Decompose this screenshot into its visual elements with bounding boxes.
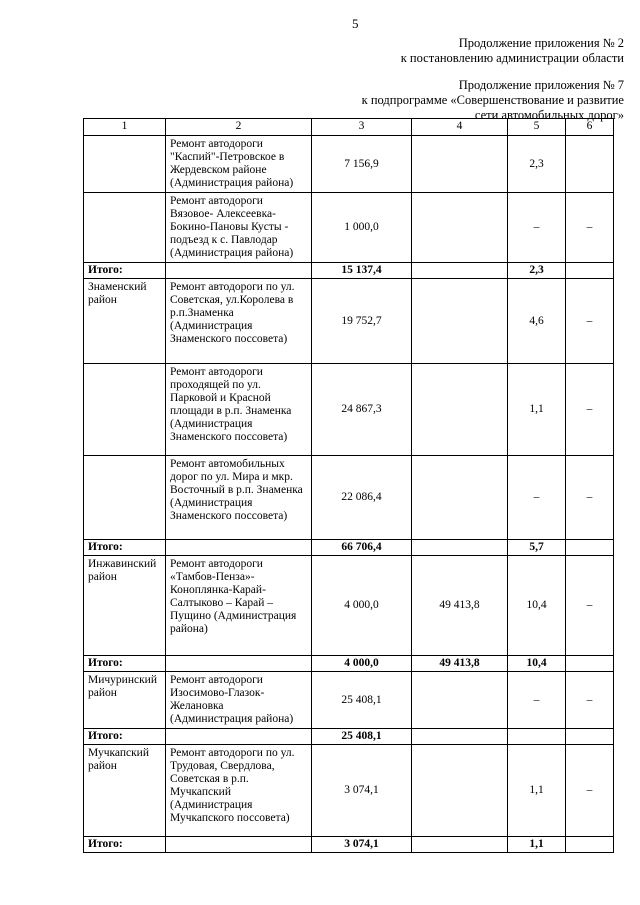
work-description-cell: Ремонт автодороги проходящей по ул. Парковой и Красной площади в р.п. Знаменка (Администрация Знаменского поссовета) bbox=[166, 364, 312, 456]
total-label: Итого: bbox=[84, 540, 166, 556]
amount-cell: 22 086,4 bbox=[312, 456, 412, 540]
length-cell: 10,4 bbox=[508, 656, 566, 672]
amount-cell: 66 706,4 bbox=[312, 540, 412, 556]
appendix-header-7 bbox=[362, 78, 624, 123]
road-repair-table bbox=[83, 118, 614, 853]
length-cell: 1,1 bbox=[508, 837, 566, 853]
empty-cell bbox=[166, 837, 312, 853]
length-cell: 10,4 bbox=[508, 556, 566, 656]
amount-cell: 3 074,1 bbox=[312, 745, 412, 837]
amount-cell: 7 156,9 bbox=[312, 136, 412, 193]
amount-cell bbox=[412, 136, 508, 193]
column-header: 4 bbox=[412, 119, 508, 136]
district-cell: Инжавинский район bbox=[84, 556, 166, 656]
empty-cell bbox=[566, 540, 614, 556]
empty-cell bbox=[166, 656, 312, 672]
work-description-cell: Ремонт автодороги «Тамбов-Пенза»-Коноплянка-Карай-Салтыково – Карай – Пущино (Администрация района) bbox=[166, 556, 312, 656]
district-cell bbox=[84, 193, 166, 263]
table-row bbox=[84, 556, 614, 656]
dash-cell: – bbox=[566, 556, 614, 656]
dash-cell: – bbox=[566, 193, 614, 263]
table-row bbox=[84, 279, 614, 364]
amount-cell bbox=[412, 672, 508, 729]
amount-cell: 25 408,1 bbox=[312, 672, 412, 729]
district-cell bbox=[84, 364, 166, 456]
work-description-cell: Ремонт автодороги Вязовое- Алексеевка-Бокино-Пановы Кусты - подъезд к с. Павлодар (Администрация района) bbox=[166, 193, 312, 263]
table-row bbox=[84, 672, 614, 729]
dash-cell bbox=[566, 136, 614, 193]
table-row bbox=[84, 364, 614, 456]
length-cell: 1,1 bbox=[508, 745, 566, 837]
amount-cell: 49 413,8 bbox=[412, 556, 508, 656]
empty-cell bbox=[166, 263, 312, 279]
dash-cell: – bbox=[566, 279, 614, 364]
table-row bbox=[84, 193, 614, 263]
amount-cell bbox=[412, 837, 508, 853]
amount-cell bbox=[412, 263, 508, 279]
column-header: 1 bbox=[84, 119, 166, 136]
header-line: Продолжение приложения № 2 bbox=[458, 36, 624, 50]
length-cell: – bbox=[508, 672, 566, 729]
dash-cell: – bbox=[566, 364, 614, 456]
dash-cell: – bbox=[566, 456, 614, 540]
amount-cell: 15 137,4 bbox=[312, 263, 412, 279]
total-label: Итого: bbox=[84, 263, 166, 279]
column-header: 3 bbox=[312, 119, 412, 136]
amount-cell: 19 752,7 bbox=[312, 279, 412, 364]
total-row bbox=[84, 656, 614, 672]
amount-cell: 25 408,1 bbox=[312, 729, 412, 745]
header-line: к постановлению администрации области bbox=[400, 51, 624, 65]
length-cell: 2,3 bbox=[508, 136, 566, 193]
amount-cell bbox=[412, 456, 508, 540]
empty-cell bbox=[566, 263, 614, 279]
table-row bbox=[84, 136, 614, 193]
length-cell: 4,6 bbox=[508, 279, 566, 364]
total-row bbox=[84, 729, 614, 745]
length-cell: 5,7 bbox=[508, 540, 566, 556]
empty-cell bbox=[566, 837, 614, 853]
length-cell: – bbox=[508, 456, 566, 540]
total-row bbox=[84, 540, 614, 556]
amount-cell: 24 867,3 bbox=[312, 364, 412, 456]
amount-cell bbox=[412, 193, 508, 263]
district-cell bbox=[84, 136, 166, 193]
total-label: Итого: bbox=[84, 729, 166, 745]
work-description-cell: Ремонт автомобильных дорог по ул. Мира и мкр. Восточный в р.п. Знаменка (Администрация Знаменского поссовета) bbox=[166, 456, 312, 540]
empty-cell bbox=[566, 729, 614, 745]
header-line: Продолжение приложения № 7 bbox=[458, 78, 624, 92]
column-number-row bbox=[84, 119, 614, 136]
column-header: 2 bbox=[166, 119, 312, 136]
amount-cell: 3 074,1 bbox=[312, 837, 412, 853]
total-row bbox=[84, 263, 614, 279]
length-cell bbox=[508, 729, 566, 745]
empty-cell bbox=[166, 729, 312, 745]
district-cell: Мичуринский район bbox=[84, 672, 166, 729]
district-cell: Знаменский район bbox=[84, 279, 166, 364]
amount-cell: 4 000,0 bbox=[312, 656, 412, 672]
dash-cell: – bbox=[566, 672, 614, 729]
empty-cell bbox=[166, 540, 312, 556]
length-cell: – bbox=[508, 193, 566, 263]
district-cell: Мучкапский район bbox=[84, 745, 166, 837]
work-description-cell: Ремонт автодороги по ул. Трудовая, Свердлова, Советская в р.п. Мучкапский (Администрация Мучкапского поссовета) bbox=[166, 745, 312, 837]
amount-cell bbox=[412, 364, 508, 456]
amount-cell: 49 413,8 bbox=[412, 656, 508, 672]
amount-cell: 4 000,0 bbox=[312, 556, 412, 656]
work-description-cell: Ремонт автодороги по ул. Советская, ул.Королева в р.п.Знаменка (Администрация Знаменского поссовета) bbox=[166, 279, 312, 364]
dash-cell: – bbox=[566, 745, 614, 837]
page-number: 5 bbox=[352, 16, 359, 31]
length-cell: 1,1 bbox=[508, 364, 566, 456]
column-header: 5 bbox=[508, 119, 566, 136]
empty-cell bbox=[566, 656, 614, 672]
total-label: Итого: bbox=[84, 837, 166, 853]
column-header: 6 bbox=[566, 119, 614, 136]
amount-cell: 1 000,0 bbox=[312, 193, 412, 263]
work-description-cell: Ремонт автодороги "Каспий"-Петровское в Жердевском районе (Администрация района) bbox=[166, 136, 312, 193]
total-label: Итого: bbox=[84, 656, 166, 672]
amount-cell bbox=[412, 279, 508, 364]
length-cell: 2,3 bbox=[508, 263, 566, 279]
work-description-cell: Ремонт автодороги Изосимово-Глазок-Желановка (Администрация района) bbox=[166, 672, 312, 729]
table-row bbox=[84, 456, 614, 540]
header-line: к подпрограмме «Совершенствование и развитие bbox=[361, 93, 624, 107]
table-row bbox=[84, 745, 614, 837]
total-row bbox=[84, 837, 614, 853]
appendix-header-2 bbox=[401, 36, 624, 66]
district-cell bbox=[84, 456, 166, 540]
header-line: сети автомобильных дорог» bbox=[474, 108, 624, 122]
amount-cell bbox=[412, 540, 508, 556]
amount-cell bbox=[412, 729, 508, 745]
amount-cell bbox=[412, 745, 508, 837]
